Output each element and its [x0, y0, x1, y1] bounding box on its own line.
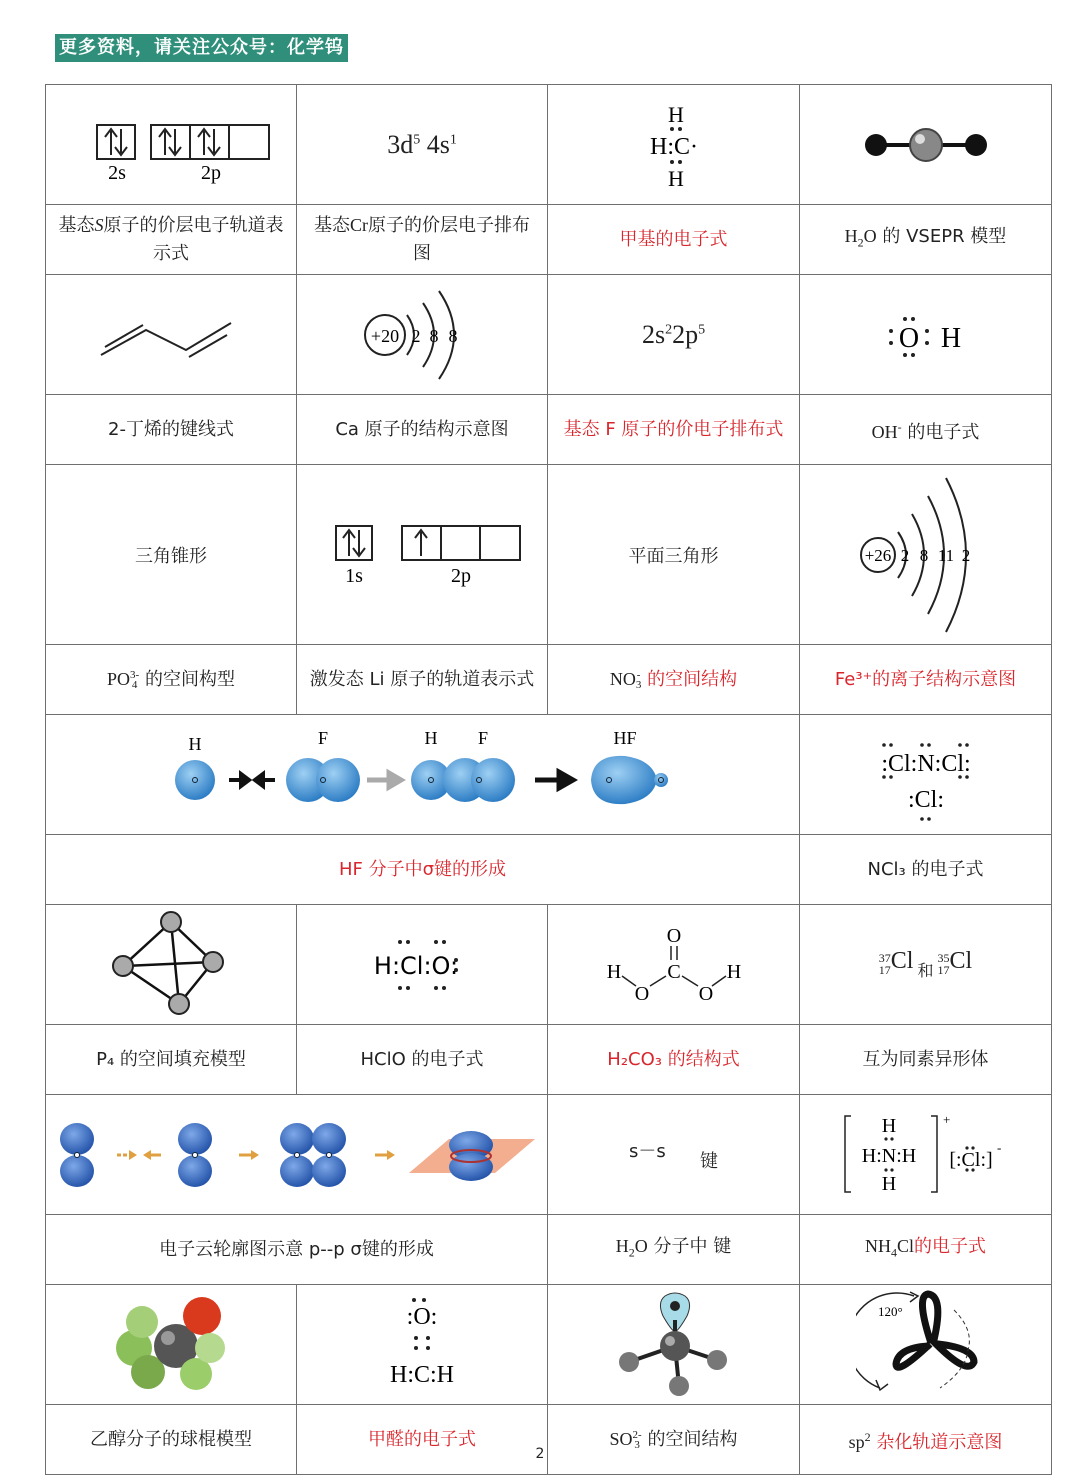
- svg-text:2: 2: [411, 325, 421, 346]
- svg-text:-: -: [996, 1139, 1001, 1155]
- p4-space-filling-model: [46, 905, 297, 1025]
- svg-text:H: H: [726, 960, 741, 983]
- svg-text:H: H: [940, 322, 961, 354]
- label-2p: 2p: [201, 161, 221, 184]
- water-vsepr-model: [800, 85, 1052, 205]
- caption-nh4cl: $NH_4Cl$的电子式: [800, 1215, 1052, 1285]
- svg-text:11: 11: [937, 545, 954, 565]
- caption-ethanol: 乙醇分子的球棍模型: [46, 1405, 297, 1475]
- caption-sulfite: SO 2- 3 的空间结构: [548, 1405, 800, 1475]
- svg-text:C: C: [666, 960, 681, 983]
- caption-methyl: 甲基的电子式: [548, 205, 800, 275]
- caption-p4: P₄ 的空间填充模型: [46, 1025, 297, 1095]
- hf-sigma-bond-diagram: [46, 715, 800, 835]
- caption-nitrate: NO - 3 的空间结构: [548, 645, 800, 715]
- svg-text:H: H: [606, 960, 621, 983]
- svg-text:120°: 120°: [877, 1303, 903, 1319]
- svg-text:H: H: [424, 729, 437, 748]
- svg-text:2: 2: [900, 545, 909, 565]
- methyl-electron-formula: [548, 85, 800, 205]
- caption-cr-config: 基态Cr原子的价层电子排布图: [297, 205, 548, 275]
- cr-electron-config: $3d^5$ $4s^1$: [297, 85, 548, 205]
- label-2s: 2s: [108, 161, 126, 184]
- svg-text:H: H: [881, 1172, 896, 1195]
- svg-text:2: 2: [961, 545, 970, 565]
- svg-text:H:C·: H:C·: [649, 133, 698, 160]
- svg-text:8: 8: [429, 325, 439, 346]
- svg-text:O: O: [666, 924, 681, 947]
- pp-sigma-bond-diagram: [46, 1095, 548, 1215]
- svg-text:2p: 2p: [451, 564, 471, 587]
- sp2-orbital-diagram: [800, 1285, 1052, 1405]
- svg-text:H: H: [667, 101, 684, 127]
- caption-hydroxide: OH- 的电子式: [800, 395, 1052, 465]
- svg-text:H:Cl:O:: H:Cl:O:: [373, 951, 459, 980]
- nh4cl-electron-formula: [800, 1095, 1052, 1215]
- caption-water-bond: $H_2O$ 分子中 键: [548, 1215, 800, 1285]
- chemistry-table: [45, 84, 1052, 1475]
- formaldehyde-electron-formula: [297, 1285, 548, 1405]
- caption-h2co3: H₂CO₃ 的结构式: [548, 1025, 800, 1095]
- caption-allotropes: 互为同素异形体: [800, 1025, 1052, 1095]
- caption-ncl3: NCl₃ 的电子式: [800, 835, 1052, 905]
- caption-phosphate: PO 3- 4 的空间构型: [46, 645, 297, 715]
- ncl3-electron-formula: [800, 715, 1052, 835]
- caption-butene: 2-丁烯的键线式: [46, 395, 297, 465]
- svg-text:+26: +26: [864, 545, 891, 565]
- caption-ca-atom: Ca 原子的结构示意图: [297, 395, 548, 465]
- caption-formaldehyde: 甲醛的电子式: [297, 1405, 548, 1475]
- svg-text:[:Cl:]: [:Cl:]: [948, 1148, 993, 1171]
- caption-li-excited: 激发态 Li 原子的轨道表示式: [297, 645, 548, 715]
- chlorine-isotopes: 37 17 Cl 和 35 17 Cl: [800, 905, 1052, 1025]
- svg-text:O: O: [698, 982, 713, 1005]
- svg-text:H: H: [881, 1114, 896, 1137]
- svg-text:1s: 1s: [345, 564, 363, 587]
- svg-text::Cl:: :Cl:: [907, 786, 944, 813]
- sulfite-model: [548, 1285, 800, 1405]
- ca-atom-structure: [297, 275, 548, 395]
- svg-text:8: 8: [448, 325, 458, 346]
- trigonal-pyramidal-text: 三角锥形: [46, 465, 297, 645]
- svg-text:+20: +20: [370, 325, 400, 346]
- li-excited-orbital-diagram: [297, 465, 548, 645]
- trigonal-planar-text: 平面三角形: [548, 465, 800, 645]
- caption-pp-sigma: 电子云轮廓图示意 p--p σ键的形成: [46, 1215, 548, 1285]
- svg-text:H: H: [188, 733, 201, 754]
- s-orbital-diagram: [46, 85, 297, 205]
- butene-skeletal-formula: [46, 275, 297, 395]
- svg-text::Cl:N:Cl:: :Cl:N:Cl:: [880, 750, 971, 777]
- caption-s-orbital: 基态S原子的价层电子轨道表示式: [46, 205, 297, 275]
- caption-fe-ion: Fe³⁺的离子结构示意图: [800, 645, 1052, 715]
- caption-sp2: $sp^2$ 杂化轨道示意图: [800, 1405, 1052, 1475]
- svg-text:+: +: [942, 1111, 950, 1127]
- caption-f-valence: 基态 F 原子的价电子排布式: [548, 395, 800, 465]
- h2co3-structural-formula: [548, 905, 800, 1025]
- fe-ion-structure: [800, 465, 1052, 645]
- svg-text:F: F: [317, 729, 328, 748]
- ethanol-ball-stick-model: [46, 1285, 297, 1405]
- hclo-electron-formula: [297, 905, 548, 1025]
- page-number: 2: [535, 1446, 545, 1462]
- svg-text:O: O: [634, 982, 649, 1005]
- svg-text:H: H: [667, 165, 684, 190]
- header-banner: 更多资料，请关注公众号：化学钨: [55, 34, 348, 62]
- svg-text::O:: :O:: [406, 1303, 438, 1330]
- caption-water-vsepr: $H_2O$ 的 VSEPR 模型: [800, 205, 1052, 275]
- hydroxide-electron-formula: [800, 275, 1052, 395]
- svg-text:O: O: [898, 322, 919, 354]
- svg-text:8: 8: [919, 545, 928, 565]
- caption-hclo: HClO 的电子式: [297, 1025, 548, 1095]
- f-valence-config: $2s^22p^5$: [548, 275, 800, 395]
- s-s-bond: s－s 键: [548, 1095, 800, 1215]
- svg-text:H:C:H: H:C:H: [389, 1361, 455, 1388]
- svg-text:H:N:H: H:N:H: [861, 1144, 916, 1167]
- svg-text:HF: HF: [612, 729, 637, 748]
- caption-hf-sigma: HF 分子中σ键的形成: [46, 835, 800, 905]
- svg-text:F: F: [477, 729, 488, 748]
